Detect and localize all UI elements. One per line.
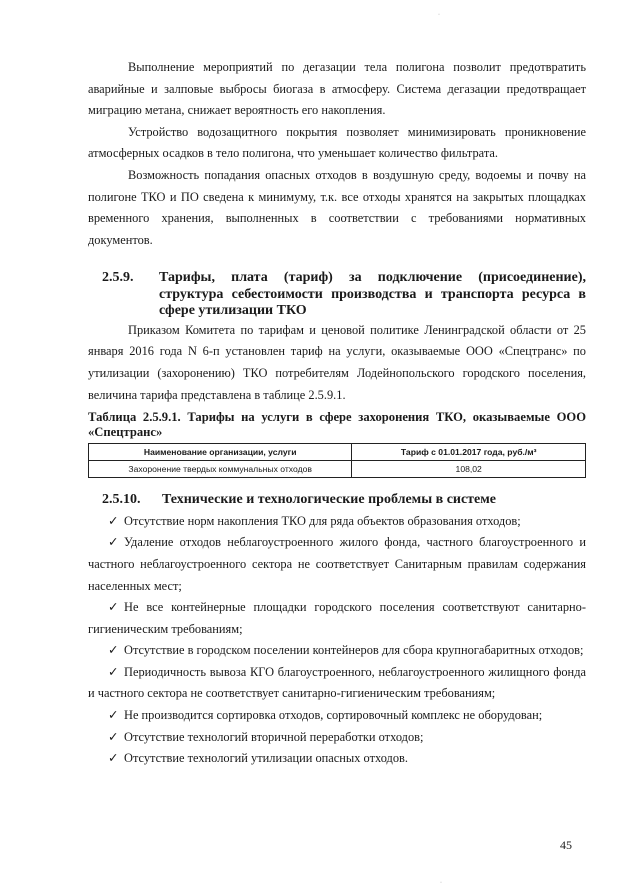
check-mark-icon: ✓ — [108, 643, 119, 658]
paragraph-tariff-order: Приказом Комитета по тарифам и ценовой политике Ленинградской области от 25 января 2016 года N 6-п установлен тариф на услуги, оказываемые ООО «Спецтранс» по утилизации (захоронению) ТКО потребителям Лодейнопольского городского поселения, величина тарифа представлена в таблице 2.5.9.1. — [88, 322, 586, 402]
list-item — [88, 511, 586, 533]
paragraph-degassing: Выполнение мероприятий по дегазации тела полигона позволит предотвратить аварийные и залповые выбросы биогаза в атмосферу. Система дегазации предотвращает миграцию метана, снижает вероятность его накопления. — [88, 60, 586, 118]
table-caption: Таблица 2.5.9.1. Тарифы на услуги в сфере захоронения ТКО, оказываемые ООО «Спецтранс» — [88, 410, 586, 439]
list-item — [88, 727, 586, 749]
list-item — [88, 662, 586, 705]
check-mark-icon: ✓ — [108, 751, 119, 766]
list-item-text: Отсутствие технологий вторичной переработки отходов; — [124, 729, 424, 744]
check-mark-icon: ✓ — [108, 729, 119, 744]
section-title: Технические и технологические проблемы в системе — [162, 492, 497, 508]
list-item-text: Удаление отходов неблагоустроенного жилого фонда, частного благоустроенного и частного неблагоустроенного сектора не соответствует Санитарным правилам содержания населенных мест; — [88, 535, 586, 593]
section-number: 2.5.10. — [102, 492, 141, 508]
scan-speck: · — [438, 12, 440, 18]
list-item — [88, 597, 586, 640]
check-mark-icon: ✓ — [108, 600, 119, 615]
list-item-text: Отсутствие технологий утилизации опасных отходов. — [124, 751, 409, 766]
table-header-service: Наименование организации, услуги — [89, 444, 352, 461]
list-item-text: Не все контейнерные площадки городского поселения соответствуют санитарно-гигиеническим требованиям; — [88, 600, 586, 636]
list-item-text: Периодичность вывоза КГО благоустроенного, неблагоустроенного жилищного фонда и частного сектора не соответствует санитарно-гигиеническим требованиям; — [88, 664, 586, 701]
list-item-text: Не производится сортировка отходов, сортировочный комплекс не оборудован; — [124, 708, 543, 723]
scan-speck: · — [440, 880, 442, 886]
list-item — [88, 532, 586, 597]
section-heading-2-5-10 — [88, 492, 586, 509]
list-item-text: Отсутствие норм накопления ТКО для ряда объектов образования отходов; — [124, 513, 521, 528]
paragraph-hazardous-waste: Возможность попадания опасных отходов в воздушную среду, водоемы и почву на полигоне ТКО и ПО сведена к минимуму, т.к. все отходы хранятся на закрытых площадках временного хранения, выполненных в соответствии с требованиями нормативных документов. — [88, 167, 586, 247]
table-header-tariff: Тариф с 01.01.2017 года, руб./м³ — [352, 444, 586, 461]
table-header-row — [89, 444, 586, 461]
list-item — [88, 640, 586, 662]
page-content — [88, 57, 586, 770]
table-cell-tariff: 108,02 — [352, 461, 586, 478]
check-mark-icon: ✓ — [108, 513, 119, 528]
section-heading-2-5-9 — [88, 270, 586, 320]
list-item-text: Отсутствие в городском поселении контейнеров для сбора крупногабаритных отходов; — [124, 643, 584, 658]
tariff-table — [88, 443, 586, 478]
list-item — [88, 705, 586, 727]
page-number: 45 — [560, 838, 572, 852]
check-mark-icon: ✓ — [108, 535, 119, 550]
paragraph-waterproof-cover: Устройство водозащитного покрытия позволяет минимизировать проникновение атмосферных осадков в тело полигона, что уменьшает количество фильтрата. — [88, 124, 586, 161]
problems-list — [88, 511, 586, 770]
section-number: 2.5.9. — [102, 270, 134, 286]
table-row — [89, 461, 586, 478]
table-cell-service: Захоронение твердых коммунальных отходов — [89, 461, 352, 478]
check-mark-icon: ✓ — [108, 664, 119, 679]
section-title: Тарифы, плата (тариф) за подключение (присоединение), структура себестоимости производства и транспорта ресурса в сфере утилизации ТКО — [159, 270, 586, 319]
list-item — [88, 748, 586, 770]
check-mark-icon: ✓ — [108, 708, 119, 723]
